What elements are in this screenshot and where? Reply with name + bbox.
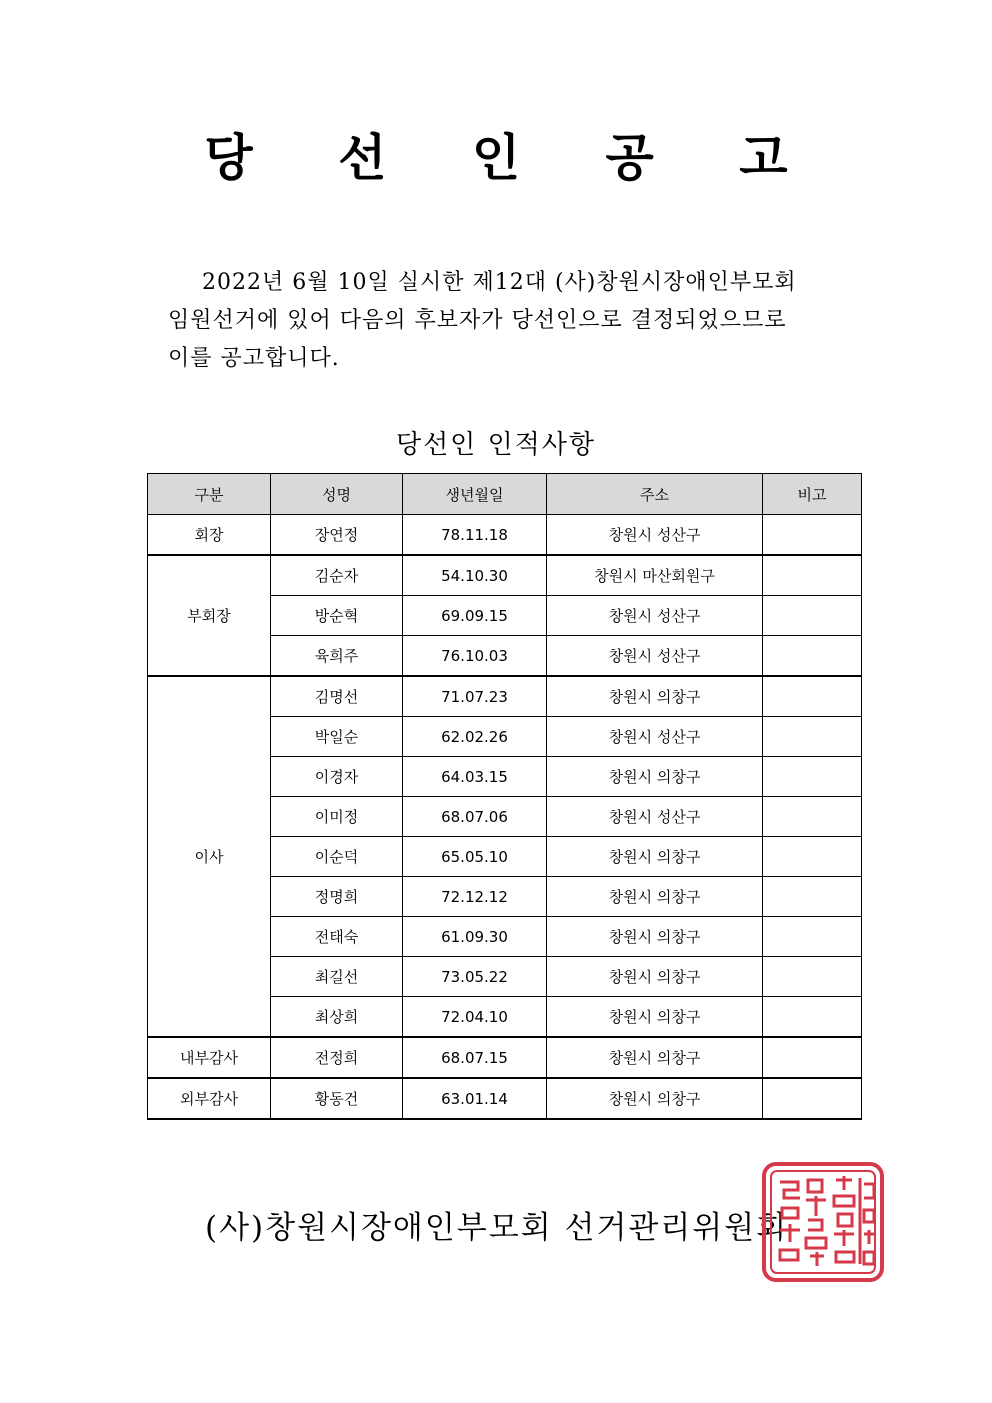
- cell-address: 창원시 성산구: [547, 797, 763, 837]
- page-title: 당 선 인 공 고: [204, 128, 822, 187]
- cell-address: 창원시 의창구: [547, 676, 763, 717]
- header-birthdate: 생년월일: [403, 474, 547, 515]
- cell-note: [763, 636, 862, 677]
- cell-name: 이미정: [271, 797, 403, 837]
- announcement-line-2: 임원선거에 있어 다음의 후보자가 당선인으로 결정되었으므로: [168, 308, 787, 333]
- cell-category: 외부감사: [148, 1078, 271, 1119]
- announcement-line-1: 2022년 6월 10일 실시한 제12대 (사)창원시장애인부모회: [202, 270, 797, 295]
- cell-name: 황동건: [271, 1078, 403, 1119]
- table-title: 당선인 인적사항: [395, 430, 597, 460]
- cell-note: [763, 1037, 862, 1078]
- cell-birthdate: 69.09.15: [403, 596, 547, 636]
- cell-note: [763, 877, 862, 917]
- cell-note: [763, 596, 862, 636]
- cell-name: 장연정: [271, 515, 403, 556]
- cell-address: 창원시 마산회원구: [547, 555, 763, 596]
- cell-birthdate: 72.04.10: [403, 997, 547, 1038]
- cell-birthdate: 72.12.12: [403, 877, 547, 917]
- header-category: 구분: [148, 474, 271, 515]
- table-row: [148, 676, 862, 717]
- cell-birthdate: 73.05.22: [403, 957, 547, 997]
- cell-address: 창원시 의창구: [547, 917, 763, 957]
- official-seal-stamp: [760, 1160, 886, 1284]
- cell-birthdate: 62.02.26: [403, 717, 547, 757]
- issuer-name: (사)창원시장애인부모회 선거관리위원회: [205, 1210, 789, 1246]
- cell-address: 창원시 성산구: [547, 636, 763, 677]
- winners-table: [147, 473, 862, 1120]
- cell-address: 창원시 의창구: [547, 837, 763, 877]
- cell-category: 이사: [148, 676, 271, 1037]
- cell-birthdate: 63.01.14: [403, 1078, 547, 1119]
- cell-birthdate: 54.10.30: [403, 555, 547, 596]
- cell-name: 최상희: [271, 997, 403, 1038]
- cell-note: [763, 1078, 862, 1119]
- cell-name: 전태숙: [271, 917, 403, 957]
- cell-category: 내부감사: [148, 1037, 271, 1078]
- table-row: [148, 1078, 862, 1119]
- cell-name: 이순덕: [271, 837, 403, 877]
- cell-name: 육희주: [271, 636, 403, 677]
- cell-note: [763, 957, 862, 997]
- cell-address: 창원시 의창구: [547, 997, 763, 1038]
- table-body: [148, 515, 862, 1120]
- header-name: 성명: [271, 474, 403, 515]
- cell-address: 창원시 성산구: [547, 717, 763, 757]
- cell-note: [763, 717, 862, 757]
- cell-note: [763, 676, 862, 717]
- announcement-line-3: 이를 공고합니다.: [168, 346, 340, 371]
- cell-category: 회장: [148, 515, 271, 556]
- cell-birthdate: 64.03.15: [403, 757, 547, 797]
- table-row: [148, 1037, 862, 1078]
- cell-birthdate: 68.07.06: [403, 797, 547, 837]
- cell-note: [763, 837, 862, 877]
- table-header-row: [148, 474, 862, 515]
- cell-address: 창원시 의창구: [547, 957, 763, 997]
- cell-birthdate: 68.07.15: [403, 1037, 547, 1078]
- header-address: 주소: [547, 474, 763, 515]
- cell-name: 정명희: [271, 877, 403, 917]
- cell-note: [763, 997, 862, 1038]
- cell-address: 창원시 성산구: [547, 515, 763, 556]
- cell-note: [763, 917, 862, 957]
- cell-address: 창원시 의창구: [547, 1078, 763, 1119]
- cell-birthdate: 76.10.03: [403, 636, 547, 677]
- cell-birthdate: 65.05.10: [403, 837, 547, 877]
- cell-address: 창원시 의창구: [547, 757, 763, 797]
- cell-note: [763, 515, 862, 556]
- cell-note: [763, 797, 862, 837]
- cell-address: 창원시 성산구: [547, 596, 763, 636]
- cell-name: 김순자: [271, 555, 403, 596]
- cell-category: 부회장: [148, 555, 271, 676]
- cell-address: 창원시 의창구: [547, 877, 763, 917]
- header-note: 비고: [763, 474, 862, 515]
- cell-name: 전정희: [271, 1037, 403, 1078]
- cell-birthdate: 78.11.18: [403, 515, 547, 556]
- cell-name: 최길선: [271, 957, 403, 997]
- cell-name: 김명선: [271, 676, 403, 717]
- cell-note: [763, 555, 862, 596]
- cell-birthdate: 61.09.30: [403, 917, 547, 957]
- table-row: [148, 555, 862, 596]
- cell-address: 창원시 의창구: [547, 1037, 763, 1078]
- cell-birthdate: 71.07.23: [403, 676, 547, 717]
- cell-note: [763, 757, 862, 797]
- cell-name: 박일순: [271, 717, 403, 757]
- table-row: [148, 515, 862, 556]
- cell-name: 방순혁: [271, 596, 403, 636]
- cell-name: 이경자: [271, 757, 403, 797]
